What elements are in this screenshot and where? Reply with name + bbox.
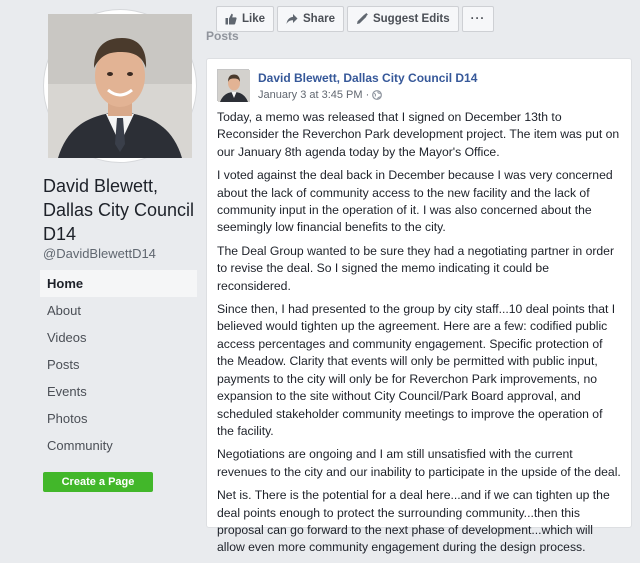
nav-item-events[interactable]: Events [47,384,87,399]
nav-item-about[interactable]: About [47,303,81,318]
thumbs-up-icon [225,13,237,25]
post-paragraph: Today, a memo was released that I signed on December 13th to Reconsider the Reverchon Park development project. The item was put on our January 8th agenda today by the Mayor's Office. [217,110,620,159]
like-label: Like [242,13,266,25]
nav-item-home[interactable]: Home [40,270,197,297]
post-author-avatar[interactable] [217,69,249,101]
nav-item-community[interactable]: Community [47,438,113,453]
profile-picture-frame[interactable] [44,10,196,162]
globe-icon[interactable] [372,90,382,100]
more-options-button[interactable] [462,6,495,32]
post-paragraph: The Deal Group wanted to be sure they had a negotiating partner in order to revise the deal. So I signed the memo indicating it could be reconsidered. [217,243,615,293]
share-label: Share [303,13,335,25]
post-author-link[interactable]: David Blewett, Dallas City Council D14 [258,71,478,85]
share-button[interactable] [277,6,344,32]
post-paragraph: Net is. There is the potential for a deal here...and if we can tighten up the deal points enough to protect the surrounding community...then this proposal can go forward to the next phase of development...which will allow even more community engagement during the design process. [217,488,610,555]
share-arrow-icon [286,13,298,25]
post-paragraph: Negotiations are ongoing and I am still unsatisfied with the current revenues to the city and our inability to participate in the upside of the deal. [217,447,621,479]
post-meta [258,89,382,101]
nav-item-videos[interactable]: Videos [47,330,87,345]
page-title: David Blewett, Dallas City Council D14 [43,176,195,244]
posts-section-heading: Posts [206,29,239,43]
post-paragraph: I voted against the deal back in December because I was very concerned about the lack of community access to the new facility and the lack of community input in the operation of it. I was also concerned about the seemingly low financial benefits to the city. [217,168,613,235]
nav-item-photos[interactable]: Photos [47,411,88,426]
post-paragraph: Since then, I had presented to the group by city staff...10 deal points that I believed would tighten up the agreement. Here are a few: codified public access percentages and community engagement. Specific protection of the Meadow. Clarity that events will only be permitted with public input, payments to the city will only be for Reverchon Park improvements, no expansion to the site without City Council/Park Board approval, and scheduled stakeholder community meetings to improve the operation of the facility. [217,302,616,438]
suggest-edits-label: Suggest Edits [372,13,450,25]
portrait-image [48,14,192,158]
page-handle[interactable]: @DavidBlewettD14 [43,246,156,261]
nav-item-posts[interactable]: Posts [47,357,80,372]
page-action-bar [216,6,494,32]
post-timestamp[interactable]: January 3 at 3:45 PM [258,89,363,101]
create-page-button[interactable]: Create a Page [43,472,153,492]
meta-separator: · [365,89,370,101]
author-thumbnail-image [218,70,250,102]
suggest-edits-button[interactable] [347,6,459,32]
post-card [206,58,632,555]
page-nav [40,270,197,459]
profile-picture[interactable] [48,14,192,158]
more-icon: ··· [470,13,486,25]
post-text [217,109,622,563]
pencil-icon [356,13,368,25]
